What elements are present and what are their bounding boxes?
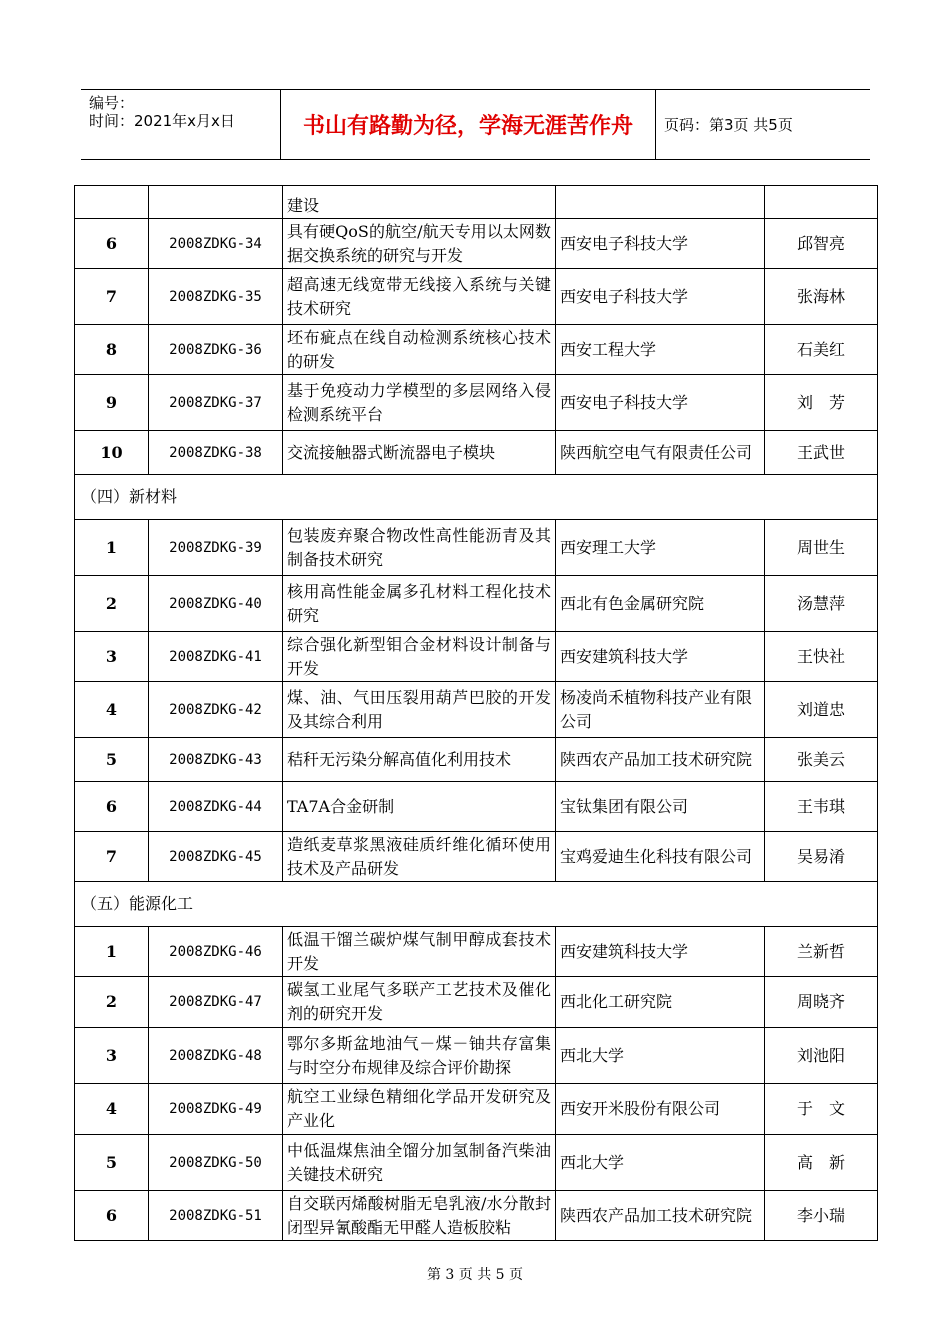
table-row <box>75 832 878 882</box>
table-row <box>75 977 878 1028</box>
cell-org: 宝钛集团有限公司 <box>556 782 765 832</box>
cell-code: 2008ZDKG-36 <box>149 325 283 375</box>
table-row <box>75 325 878 375</box>
page-footer: 第 3 页 共 5 页 <box>426 1267 524 1283</box>
cell-num: 5 <box>75 738 149 782</box>
table-row <box>75 1191 878 1241</box>
table-row <box>75 269 878 325</box>
table-row <box>75 186 878 219</box>
header-motto: 书山有路勤为径，学海无涯苦作舟 <box>302 114 633 139</box>
cell-person: 石美红 <box>765 325 878 375</box>
cell-num: 3 <box>75 1028 149 1084</box>
cell-person <box>765 186 878 219</box>
cell-num: 5 <box>75 1135 149 1191</box>
cell-code: 2008ZDKG-47 <box>149 977 283 1028</box>
cell-org: 西安电子科技大学 <box>556 375 765 431</box>
section-row <box>75 475 878 520</box>
cell-org: 西北有色金属研究院 <box>556 576 765 632</box>
cell-org: 西北化工研究院 <box>556 977 765 1028</box>
cell-org <box>556 186 765 219</box>
cell-code: 2008ZDKG-40 <box>149 576 283 632</box>
cell-org: 西安工程大学 <box>556 325 765 375</box>
table-row <box>75 682 878 738</box>
cell-code: 2008ZDKG-42 <box>149 682 283 738</box>
cell-code: 2008ZDKG-34 <box>149 219 283 269</box>
cell-code: 2008ZDKG-45 <box>149 832 283 882</box>
cell-code: 2008ZDKG-41 <box>149 632 283 682</box>
section-row <box>75 882 878 927</box>
cell-title: TA7A合金研制 <box>283 782 556 832</box>
cell-person: 刘池阳 <box>765 1028 878 1084</box>
cell-code: 2008ZDKG-43 <box>149 738 283 782</box>
cell-code: 2008ZDKG-49 <box>149 1084 283 1135</box>
cell-code: 2008ZDKG-48 <box>149 1028 283 1084</box>
cell-title: 碳氢工业尾气多联产工艺技术及催化剂的研究开发 <box>283 977 556 1028</box>
cell-code: 2008ZDKG-46 <box>149 927 283 977</box>
cell-num: 8 <box>75 325 149 375</box>
cell-person: 吴易淆 <box>765 832 878 882</box>
cell-num: 9 <box>75 375 149 431</box>
cell-code: 2008ZDKG-37 <box>149 375 283 431</box>
cell-title: 造纸麦草浆黑液硅质纤维化循环使用技术及产品研发 <box>283 832 556 882</box>
cell-title: 煤、油、气田压裂用葫芦巴胶的开发及其综合利用 <box>283 682 556 738</box>
cell-num: 7 <box>75 832 149 882</box>
cell-title: 鄂尔多斯盆地油气－煤－铀共存富集与时空分布规律及综合评价勘探 <box>283 1028 556 1084</box>
cell-num: 6 <box>75 219 149 269</box>
cell-person: 兰新哲 <box>765 927 878 977</box>
page-header <box>81 89 870 160</box>
cell-org: 西北大学 <box>556 1135 765 1191</box>
cell-num: 2 <box>75 977 149 1028</box>
cell-code: 2008ZDKG-38 <box>149 431 283 475</box>
cell-org: 西北大学 <box>556 1028 765 1084</box>
table-row <box>75 1135 878 1191</box>
cell-person: 王武世 <box>765 431 878 475</box>
table-row <box>75 1028 878 1084</box>
doc-date-label: 时间：2021年x月x日 <box>89 112 235 130</box>
cell-code: 2008ZDKG-51 <box>149 1191 283 1241</box>
cell-org: 西安电子科技大学 <box>556 219 765 269</box>
cell-title: 具有硬QoS的航空/航天专用以太网数据交换系统的研究与开发 <box>283 219 556 269</box>
table-row <box>75 1084 878 1135</box>
cell-title: 秸秆无污染分解高值化利用技术 <box>283 738 556 782</box>
cell-person: 汤慧萍 <box>765 576 878 632</box>
project-table <box>74 185 878 1241</box>
cell-num: 1 <box>75 520 149 576</box>
cell-title: 中低温煤焦油全馏分加氢制备汽柴油关键技术研究 <box>283 1135 556 1191</box>
table-row <box>75 520 878 576</box>
section-heading: （四）新材料 <box>75 475 878 520</box>
cell-person: 张美云 <box>765 738 878 782</box>
cell-code: 2008ZDKG-44 <box>149 782 283 832</box>
cell-title: 自交联丙烯酸树脂无皂乳液/水分散封闭型异氰酸酯无甲醛人造板胶粘 <box>283 1191 556 1241</box>
cell-title: 坯布疵点在线自动检测系统核心技术的研发 <box>283 325 556 375</box>
cell-num: 4 <box>75 682 149 738</box>
cell-code: 2008ZDKG-50 <box>149 1135 283 1191</box>
cell-org: 西安建筑科技大学 <box>556 632 765 682</box>
cell-person: 周晓齐 <box>765 977 878 1028</box>
cell-title: 综合强化新型钼合金材料设计制备与开发 <box>283 632 556 682</box>
section-heading: （五）能源化工 <box>75 882 878 927</box>
cell-num: 4 <box>75 1084 149 1135</box>
cell-title: 超高速无线宽带无线接入系统与关键技术研究 <box>283 269 556 325</box>
cell-person: 周世生 <box>765 520 878 576</box>
cell-code <box>149 186 283 219</box>
cell-code: 2008ZDKG-39 <box>149 520 283 576</box>
cell-num: 7 <box>75 269 149 325</box>
cell-title: 核用高性能金属多孔材料工程化技术研究 <box>283 576 556 632</box>
cell-org: 西安开米股份有限公司 <box>556 1084 765 1135</box>
cell-person: 刘道忠 <box>765 682 878 738</box>
header-page-info: 页码：第3页 共5页 <box>664 116 793 134</box>
cell-org: 西安理工大学 <box>556 520 765 576</box>
cell-person: 刘 芳 <box>765 375 878 431</box>
cell-person: 王韦琪 <box>765 782 878 832</box>
cell-code: 2008ZDKG-35 <box>149 269 283 325</box>
cell-title: 航空工业绿色精细化学品开发研究及产业化 <box>283 1084 556 1135</box>
cell-title: 包装废弃聚合物改性高性能沥青及其制备技术研究 <box>283 520 556 576</box>
cell-num: 6 <box>75 782 149 832</box>
cell-person: 邱智亮 <box>765 219 878 269</box>
header-meta <box>81 90 280 159</box>
cell-org: 陕西航空电气有限责任公司 <box>556 431 765 475</box>
cell-person: 张海林 <box>765 269 878 325</box>
cell-org: 宝鸡爱迪生化科技有限公司 <box>556 832 765 882</box>
cell-org: 陕西农产品加工技术研究院 <box>556 1191 765 1241</box>
cell-org: 西安建筑科技大学 <box>556 927 765 977</box>
cell-org: 西安电子科技大学 <box>556 269 765 325</box>
cell-person: 于 文 <box>765 1084 878 1135</box>
cell-org: 杨凌尚禾植物科技产业有限公司 <box>556 682 765 738</box>
table-row <box>75 632 878 682</box>
table-row <box>75 738 878 782</box>
cell-num: 1 <box>75 927 149 977</box>
cell-num <box>75 186 149 219</box>
table-row <box>75 782 878 832</box>
cell-person: 李小瑞 <box>765 1191 878 1241</box>
cell-num: 2 <box>75 576 149 632</box>
table-row <box>75 927 878 977</box>
cell-org: 陕西农产品加工技术研究院 <box>556 738 765 782</box>
cell-person: 王快社 <box>765 632 878 682</box>
table-row <box>75 219 878 269</box>
cell-title: 交流接触器式断流器电子模块 <box>283 431 556 475</box>
doc-number-label: 编号： <box>89 94 135 112</box>
cell-num: 10 <box>75 431 149 475</box>
table-row <box>75 375 878 431</box>
table-row <box>75 431 878 475</box>
cell-num: 6 <box>75 1191 149 1241</box>
cell-title: 低温干馏兰碳炉煤气制甲醇成套技术开发 <box>283 927 556 977</box>
table-row <box>75 576 878 632</box>
cell-person: 高 新 <box>765 1135 878 1191</box>
cell-title: 建设 <box>283 186 556 219</box>
cell-title: 基于免疫动力学模型的多层网络入侵检测系统平台 <box>283 375 556 431</box>
cell-num: 3 <box>75 632 149 682</box>
